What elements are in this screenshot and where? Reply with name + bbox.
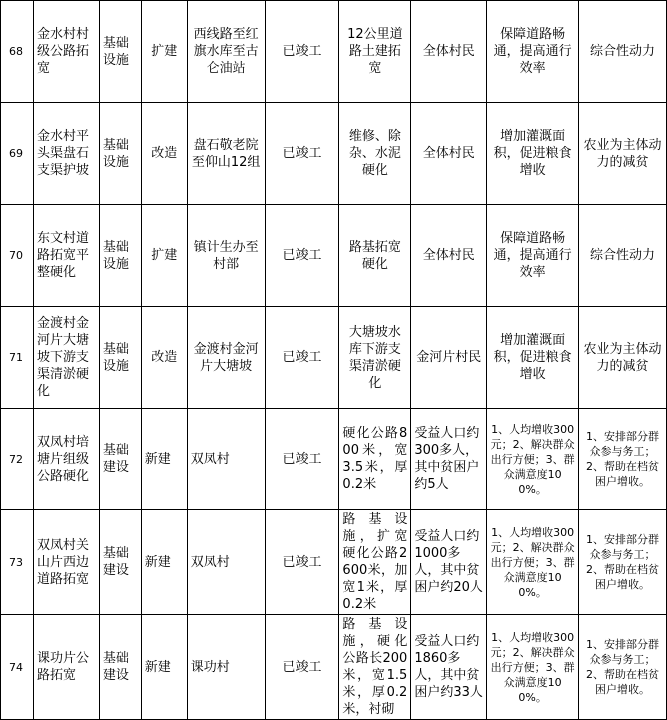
construction-mode: 新建 [141,409,187,510]
benefit: 增加灌溉面积，促进粮食增收 [487,103,579,205]
project-status: 已竣工 [265,205,339,307]
table-row [1,409,667,510]
poverty-drive: 综合性动力 [579,1,667,103]
table-row [1,615,667,720]
beneficiary: 金河片村民 [411,307,487,409]
construction-mode: 扩建 [141,205,187,307]
project-type: 基础设施 [99,205,141,307]
project-status: 已竣工 [265,409,339,510]
project-name: 金渡村金河片大塘坡下游支渠清淤硬化 [33,307,99,409]
benefit: 保障道路畅通，提高通行效率 [487,1,579,103]
poverty-drive: 农业为主体动力的减贫 [579,103,667,205]
project-location: 盘石敬老院至仰山12组 [187,103,265,205]
table-row [1,1,667,103]
beneficiary: 受益人口约300多人，其中贫困户约5人 [411,409,487,510]
poverty-drive: 农业为主体动力的减贫 [579,307,667,409]
benefit: 保障道路畅通，提高通行效率 [487,205,579,307]
construction-mode: 新建 [141,615,187,720]
table-row [1,103,667,205]
benefit: 增加灌溉面积，促进粮食增收 [487,307,579,409]
project-type: 基础建设 [99,409,141,510]
construction-content: 12公里道路土建拓宽 [339,1,411,103]
beneficiary: 全体村民 [411,205,487,307]
row-number: 71 [1,307,34,409]
project-location: 镇计生办至村部 [187,205,265,307]
row-number: 69 [1,103,34,205]
construction-content: 路基拓宽硬化 [339,205,411,307]
row-number: 72 [1,409,34,510]
project-name: 金水村村级公路拓宽 [33,1,99,103]
project-status: 已竣工 [265,615,339,720]
row-number: 73 [1,510,34,615]
construction-content: 路基设施，硬化公路长200米，宽1.5米，厚0.2米，衬砌 [339,615,411,720]
project-type: 基础设施 [99,103,141,205]
project-status: 已竣工 [265,103,339,205]
project-location: 双凤村 [187,409,265,510]
project-status: 已竣工 [265,510,339,615]
poverty-drive: 1、安排部分群众参与务工；2、帮助在档贫困户增收。 [579,409,667,510]
project-type: 基础建设 [99,615,141,720]
row-number: 68 [1,1,34,103]
construction-content: 维修、除杂、水泥硬化 [339,103,411,205]
beneficiary: 全体村民 [411,1,487,103]
poverty-drive: 综合性动力 [579,205,667,307]
project-type: 基础设施 [99,1,141,103]
project-status: 已竣工 [265,307,339,409]
project-type: 基础建设 [99,510,141,615]
table-row [1,205,667,307]
construction-mode: 新建 [141,510,187,615]
beneficiary: 受益人口约1860多人，其中贫困户约33人 [411,615,487,720]
project-location: 金渡村金河片大塘坡 [187,307,265,409]
project-name: 东文村道路拓宽平整硬化 [33,205,99,307]
beneficiary: 受益人口约1000多人，其中贫困户约20人 [411,510,487,615]
project-type: 基础设施 [99,307,141,409]
construction-content: 路基设施，扩宽硬化公路2600米，加宽1米，厚0.2米 [339,510,411,615]
construction-mode: 扩建 [141,1,187,103]
benefit: 1、人均增收300元；2、解决群众出行方便；3、群众满意度100%。 [487,510,579,615]
poverty-drive: 1、安排部分群众参与务工；2、帮助在档贫困户增收。 [579,510,667,615]
construction-mode: 改造 [141,103,187,205]
construction-content: 硬化公路800米，宽3.5米，厚0.2米 [339,409,411,510]
table-row [1,510,667,615]
row-number: 74 [1,615,34,720]
poverty-drive: 1、安排部分群众参与务工；2、帮助在档贫困户增收。 [579,615,667,720]
project-status: 已竣工 [265,1,339,103]
benefit: 1、人均增收300元；2、解决群众出行方便；3、群众满意度100%。 [487,615,579,720]
project-name: 双凤村关山片西边道路拓宽 [33,510,99,615]
project-location: 双凤村 [187,510,265,615]
project-name: 双凤村培塘片组级公路硬化 [33,409,99,510]
project-location: 课功村 [187,615,265,720]
benefit: 1、人均增收300元；2、解决群众出行方便；3、群众满意度100%。 [487,409,579,510]
construction-mode: 改造 [141,307,187,409]
project-name: 课功片公路拓宽 [33,615,99,720]
project-location: 西线路至红旗水库至古仑油站 [187,1,265,103]
row-number: 70 [1,205,34,307]
beneficiary: 全体村民 [411,103,487,205]
table-row [1,307,667,409]
construction-content: 大塘坡水库下游支渠清淤硬化 [339,307,411,409]
project-name: 金水村平头渠盘石支渠护坡 [33,103,99,205]
